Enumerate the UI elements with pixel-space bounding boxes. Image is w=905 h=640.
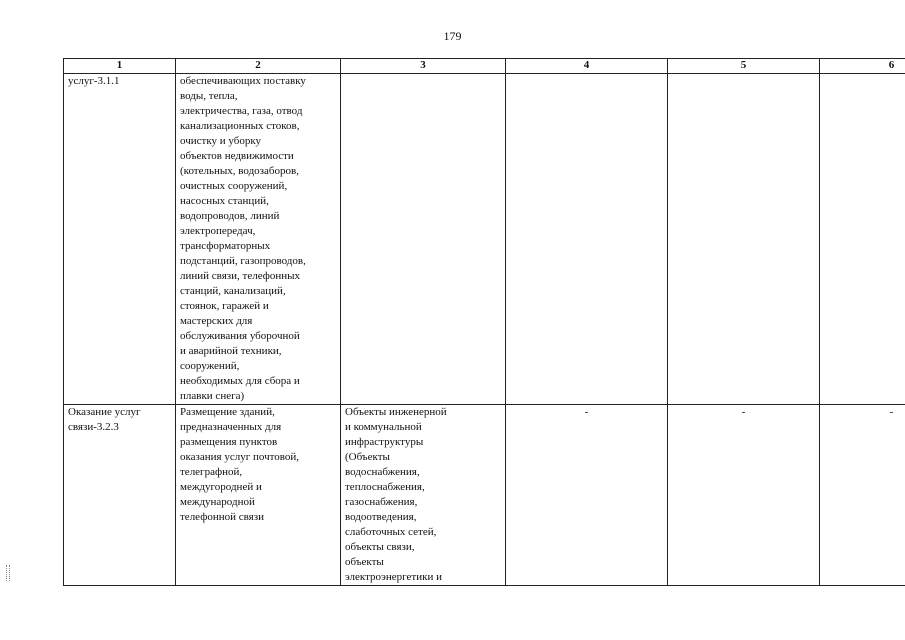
table-cell-objects: Объекты инженерной и коммунальной инфраструктуры (Объекты водоснабжения, теплоснабжения, газоснабжения, водоотведения, слаботочных сетей, объекты связи, объекты электроэнергетики и	[341, 405, 506, 586]
table-row	[64, 405, 905, 586]
column-header-3: 3	[341, 59, 506, 74]
page-number: 179	[443, 29, 462, 43]
table-cell-col5	[668, 74, 820, 405]
table-cell-description: обеспечивающих поставку воды, тепла, электричества, газа, отвод канализационных стоков, очистку и уборку объектов недвижимости (котельных, водозаборов, очистных сооружений, насосных станций, водопроводов, линий электропередач, трансформаторных подстанций, газопроводов, линий связи, телефонных станций, канализаций, стоянок, гаражей и мастерских для обслуживания уборочной и аварийной техники, сооружений, необходимых для сбора и плавки снега)	[176, 74, 341, 405]
table-cell-col6	[820, 74, 905, 405]
table-cell-objects	[341, 74, 506, 405]
column-header-1: 1	[64, 59, 176, 74]
table-cell-col4: -	[506, 405, 668, 586]
column-header-6: 6	[820, 59, 905, 74]
column-header-4: 4	[506, 59, 668, 74]
column-header-2: 2	[176, 59, 341, 74]
table-cell-col5: -	[668, 405, 820, 586]
table-cell-activity-code: услуг-3.1.1	[64, 74, 176, 405]
document-table	[63, 58, 905, 586]
margin-scan-mark	[6, 565, 10, 581]
table-row	[64, 74, 905, 405]
table-cell-col6: -	[820, 405, 905, 586]
table-header-row	[64, 59, 905, 74]
table-cell-col4	[506, 74, 668, 405]
column-header-5: 5	[668, 59, 820, 74]
table-cell-description: Размещение зданий, предназначенных для размещения пунктов оказания услуг почтовой, телеграфной, междугородней и международной телефонной связи	[176, 405, 341, 586]
table-cell-activity-code: Оказание услуг связи-3.2.3	[64, 405, 176, 586]
